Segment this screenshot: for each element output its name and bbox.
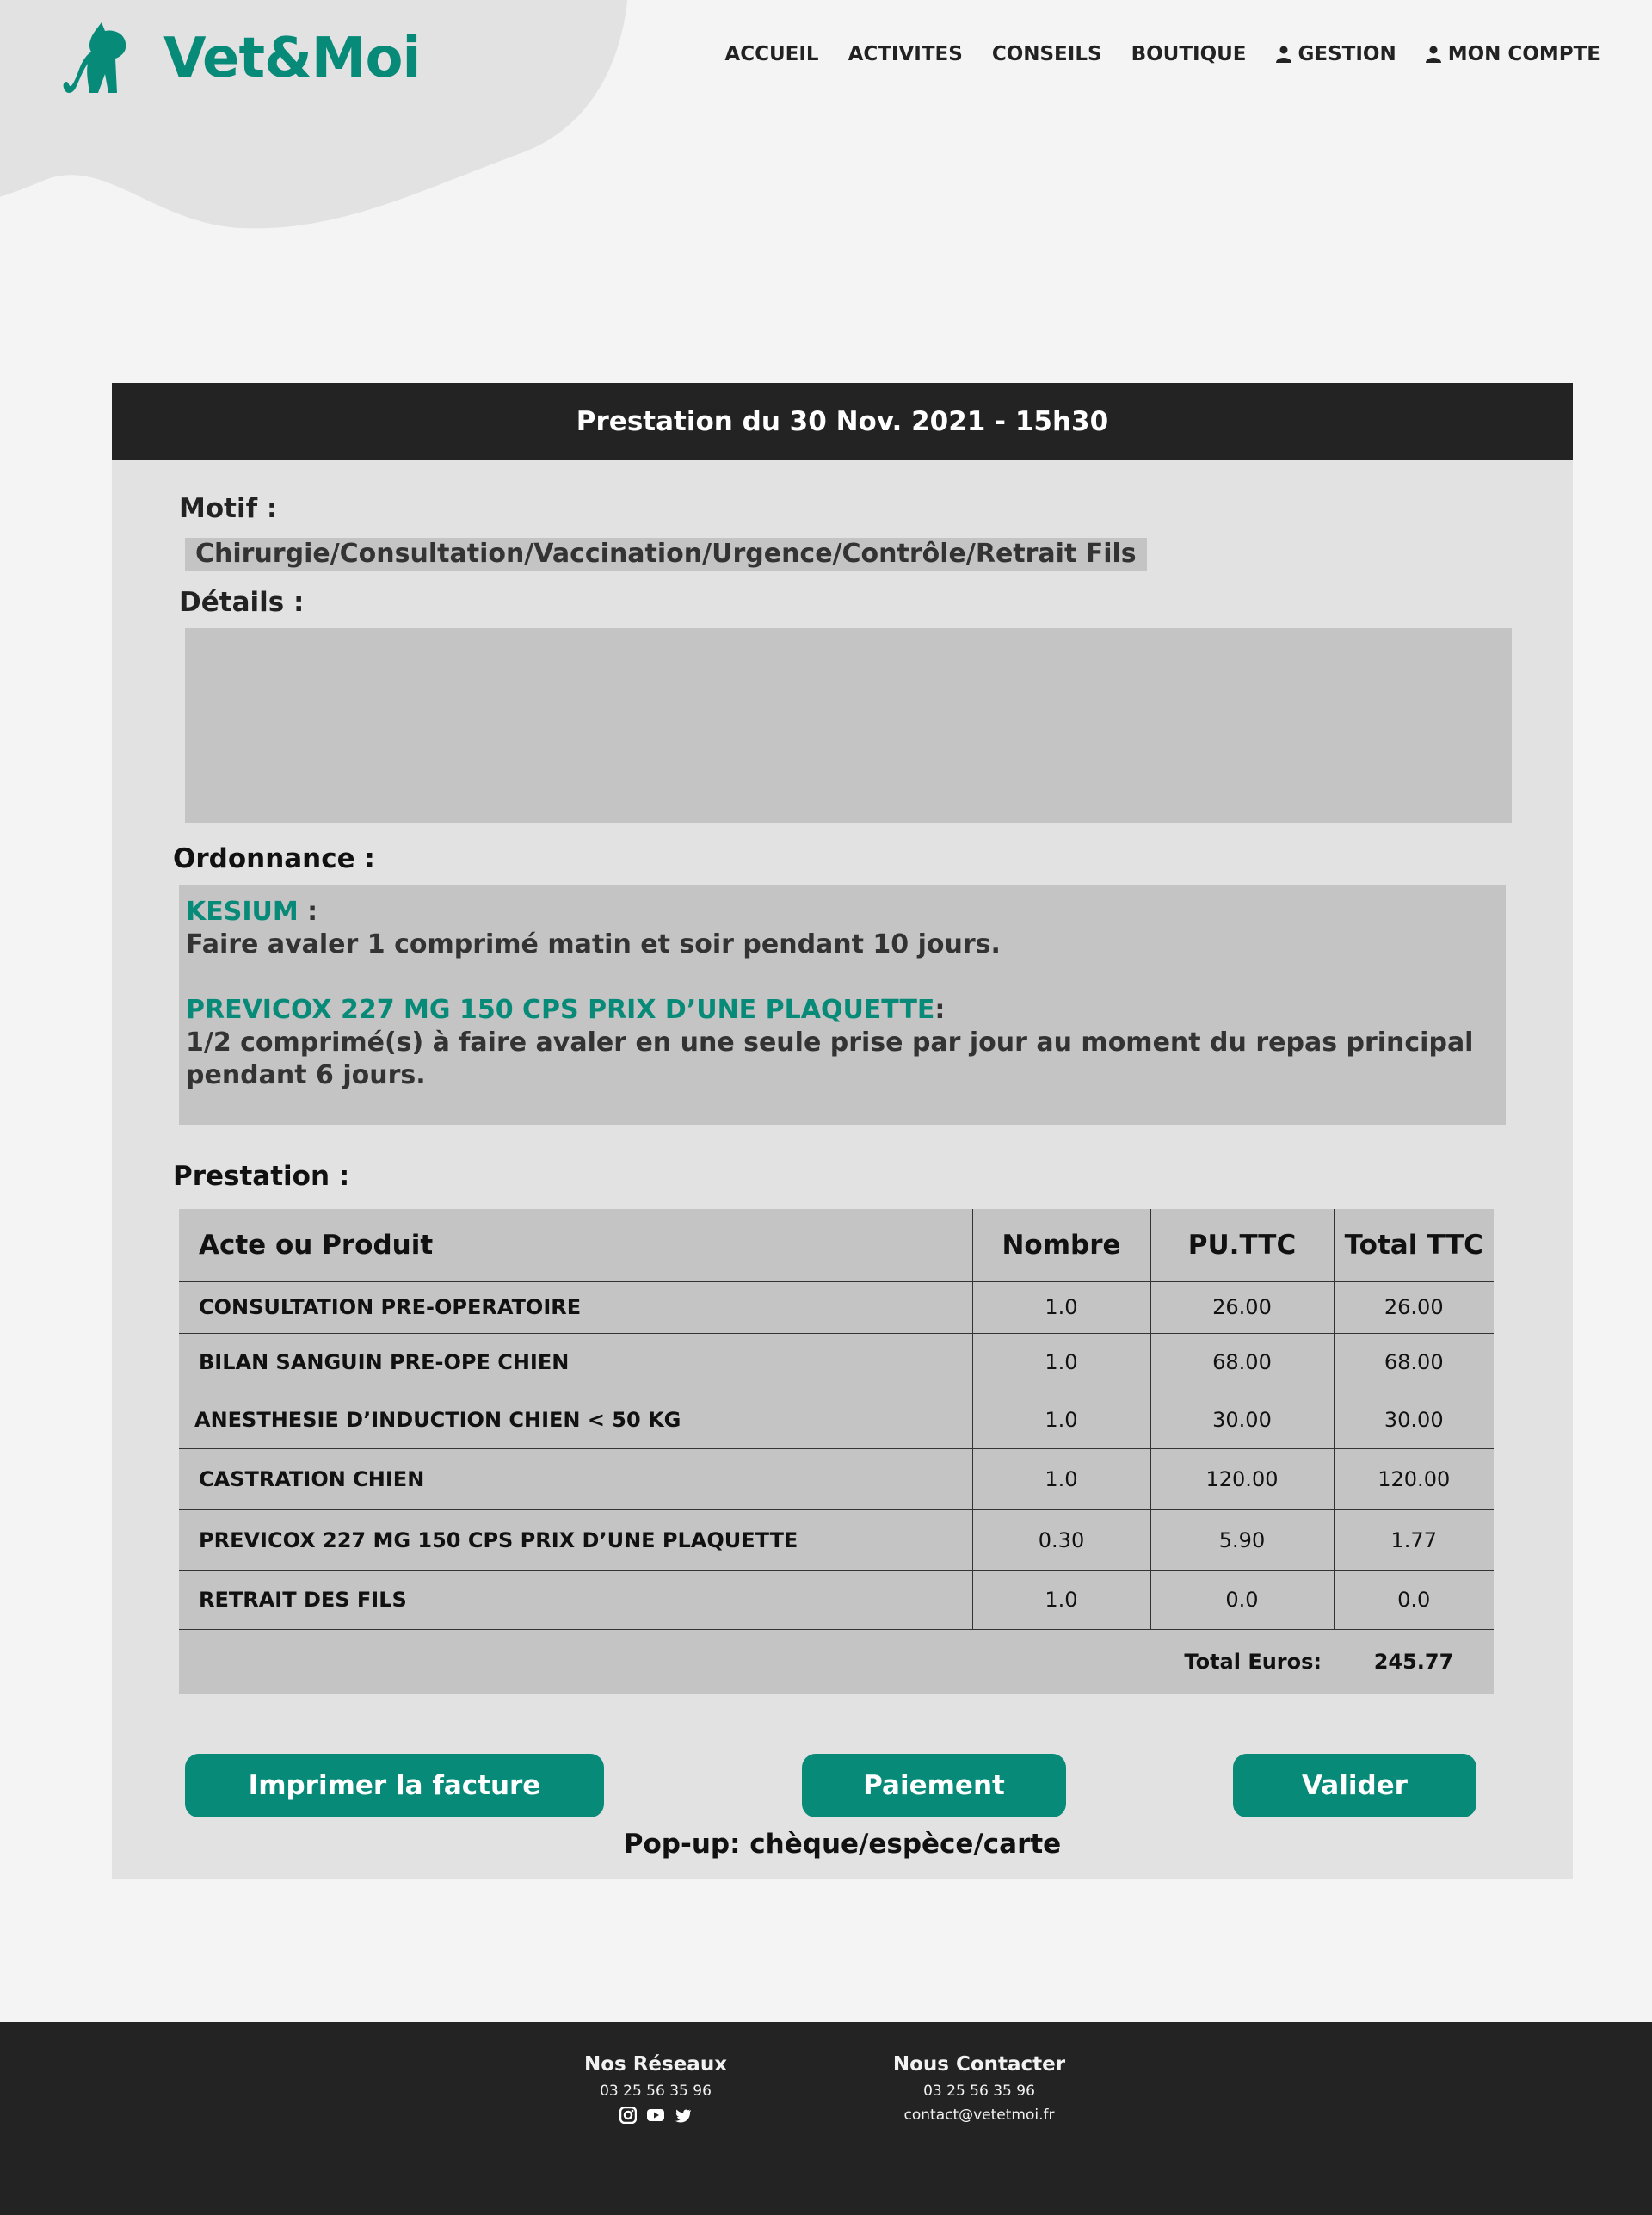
user-icon [1276, 46, 1291, 63]
brand-name: Vet&Moi [163, 27, 421, 90]
cell-quantity: 1.0 [972, 1448, 1150, 1509]
drug-instructions: 1/2 comprimé(s) à faire avaler en une seule prise par jour au moment du repas principal pendant 6 jours. [186, 1027, 1474, 1090]
nav-label: CONSEILS [991, 43, 1102, 65]
cell-product: BILAN SANGUIN PRE-OPE CHIEN [179, 1333, 972, 1391]
table-row [179, 1391, 1494, 1448]
motif-label: Motif : [179, 493, 278, 524]
prestation-table-label: Prestation : [173, 1161, 350, 1192]
table-row [179, 1570, 1494, 1629]
cell-product: ANESTHESIE D’INDUCTION CHIEN < 50 KG [179, 1391, 972, 1448]
table-header-row [179, 1209, 1494, 1281]
cell-quantity: 0.30 [972, 1509, 1150, 1570]
main-nav [724, 43, 1600, 65]
nav-label: GESTION [1298, 43, 1396, 65]
nav-label: ACTIVITES [848, 43, 963, 65]
payment-popup-note: Pop-up: chèque/espèce/carte [623, 1829, 1062, 1860]
total-label: Total Euros: [1184, 1650, 1322, 1675]
cell-total: 120.00 [1334, 1448, 1494, 1509]
nav-mon-compte[interactable] [1426, 43, 1600, 65]
validate-button[interactable]: Valider [1233, 1754, 1476, 1817]
footer-networks-phone: 03 25 56 35 96 [600, 2082, 712, 2100]
prestation-card [112, 383, 1573, 1879]
col-header: Nombre [972, 1209, 1150, 1281]
social-links [570, 2107, 742, 2124]
nav-gestion[interactable] [1276, 43, 1396, 65]
table-row [179, 1509, 1494, 1570]
youtube-icon[interactable] [647, 2107, 664, 2124]
cat-logo-icon [62, 21, 138, 96]
nav-label: BOUTIQUE [1131, 43, 1247, 65]
nav-label: MON COMPTE [1447, 43, 1600, 65]
ordonnance-box [179, 885, 1506, 1125]
col-header: Acte ou Produit [179, 1209, 972, 1281]
motif-value[interactable]: Chirurgie/Consultation/Vaccination/Urgence/Contrôle/Retrait Fils [185, 538, 1147, 571]
total-row [179, 1629, 1494, 1694]
cell-product: RETRAIT DES FILS [179, 1570, 972, 1629]
nav-activites[interactable] [848, 43, 963, 65]
cell-product: CASTRATION CHIEN [179, 1448, 972, 1509]
cell-unit-price: 26.00 [1150, 1281, 1334, 1333]
nav-label: ACCUEIL [724, 43, 819, 65]
cell-total: 1.77 [1334, 1509, 1494, 1570]
footer-contact-phone: 03 25 56 35 96 [923, 2082, 1035, 2100]
nav-boutique[interactable] [1131, 43, 1247, 65]
cell-unit-price: 30.00 [1150, 1391, 1334, 1448]
instagram-icon[interactable] [620, 2107, 637, 2124]
footer-contact-email[interactable]: contact@vetetmoi.fr [903, 2107, 1055, 2124]
user-icon [1426, 46, 1441, 63]
cell-product: CONSULTATION PRE-OPERATOIRE [179, 1281, 972, 1333]
cell-quantity: 1.0 [972, 1570, 1150, 1629]
cell-total: 30.00 [1334, 1391, 1494, 1448]
details-textarea[interactable] [185, 628, 1512, 823]
cell-total: 68.00 [1334, 1333, 1494, 1391]
cell-quantity: 1.0 [972, 1281, 1150, 1333]
details-label: Détails : [179, 587, 305, 618]
col-header: PU.TTC [1150, 1209, 1334, 1281]
cell-unit-price: 68.00 [1150, 1333, 1334, 1391]
print-invoice-button[interactable]: Imprimer la facture [185, 1754, 604, 1817]
brand-logo[interactable] [62, 21, 420, 96]
drug-instructions: Faire avaler 1 comprimé matin et soir pendant 10 jours. [186, 929, 1001, 959]
cell-quantity: 1.0 [972, 1333, 1150, 1391]
drug-separator: : [934, 995, 946, 1025]
footer [0, 2022, 1652, 2215]
cell-unit-price: 5.90 [1150, 1509, 1334, 1570]
cell-unit-price: 120.00 [1150, 1448, 1334, 1509]
footer-networks [570, 2053, 742, 2124]
total-value: 245.77 [1373, 1650, 1454, 1675]
ordonnance-entry [186, 994, 1499, 1092]
nav-conseils[interactable] [992, 43, 1102, 65]
cell-product: PREVICOX 227 MG 150 CPS PRIX D’UNE PLAQUETTE [179, 1509, 972, 1570]
footer-contact-title: Nous Contacter [892, 2053, 1066, 2076]
ordonnance-label: Ordonnance : [173, 843, 375, 874]
prestation-title: Prestation du 30 Nov. 2021 - 15h30 [112, 383, 1573, 460]
twitter-icon[interactable] [675, 2107, 692, 2124]
cell-total: 26.00 [1334, 1281, 1494, 1333]
cell-unit-price: 0.0 [1150, 1570, 1334, 1629]
footer-networks-title: Nos Réseaux [583, 2053, 728, 2076]
drug-name: KESIUM [186, 897, 299, 927]
payment-button[interactable]: Paiement [802, 1754, 1066, 1817]
table-row [179, 1281, 1494, 1333]
ordonnance-entry [186, 896, 1499, 961]
prestation-table [179, 1209, 1494, 1694]
col-header: Total TTC [1334, 1209, 1494, 1281]
footer-contact [876, 2053, 1082, 2131]
cell-quantity: 1.0 [972, 1391, 1150, 1448]
nav-accueil[interactable] [724, 43, 818, 65]
table-row [179, 1333, 1494, 1391]
table-row [179, 1448, 1494, 1509]
cell-total: 0.0 [1334, 1570, 1494, 1629]
drug-name: PREVICOX 227 MG 150 CPS PRIX D’UNE PLAQUETTE [186, 995, 935, 1025]
drug-separator: : [298, 897, 318, 927]
